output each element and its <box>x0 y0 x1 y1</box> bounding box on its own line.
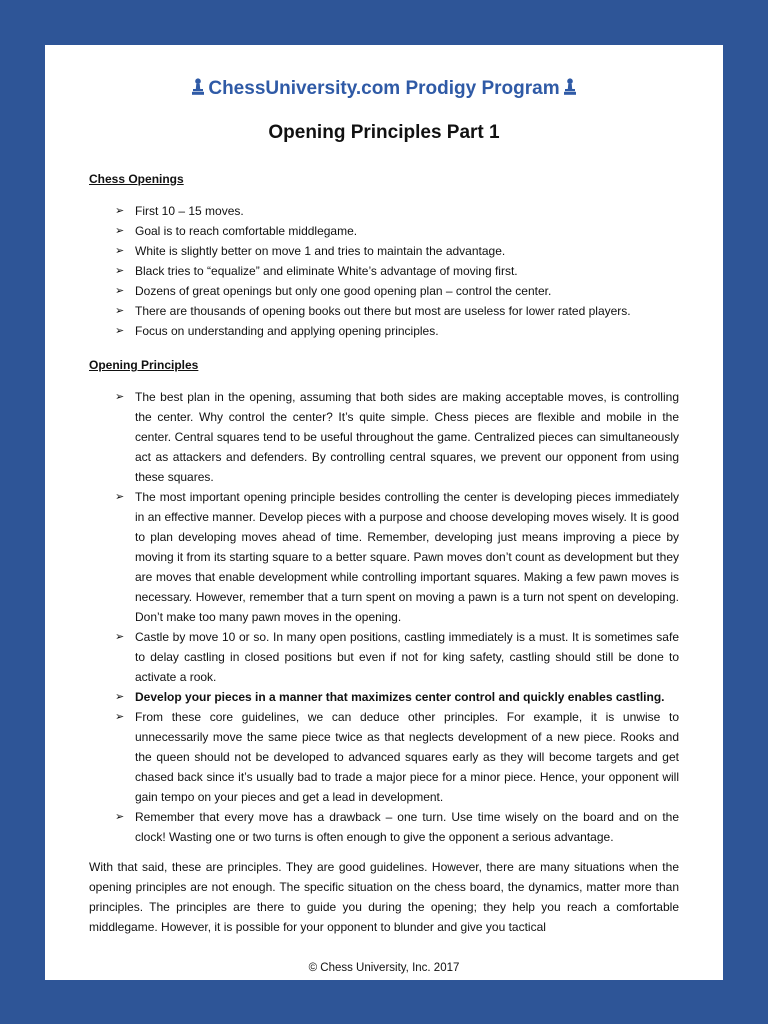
document-page <box>45 45 723 980</box>
list-item: ➢ Remember that every move has a drawback – one turn. Use time wisely on the board and on the clock! Wasting one or two turns is often enough to give the opponent a serious advantage. <box>89 807 679 847</box>
arrowhead-bullet-icon: ➢ <box>115 205 125 217</box>
document-title: Opening Principles Part 1 <box>268 122 500 143</box>
list-item: ➢ Focus on understanding and applying opening principles. <box>89 321 679 341</box>
list-item: ➢ Develop your pieces in a manner that maximizes center control and quickly enables castling. <box>89 687 679 707</box>
program-header <box>89 77 679 101</box>
opening-principles-list <box>89 387 679 847</box>
section-heading-opening-principles: Opening Principles <box>89 358 199 372</box>
arrowhead-bullet-icon: ➢ <box>115 391 125 403</box>
list-item: ➢ The most important opening principle besides controlling the center is developing pieces immediately in an effective manner. Develop pieces with a purpose and choose developing moves wisely. It is good to plan developing moves ahead of time. Remember, developing just means improving a piece by moving it from its starting square to a better square. Pawn moves don’t count as development but they are moves that enable development while controlling important squares. Making a few pawn moves is necessary. However, remember that a turn spent on moving a pawn is a turn not spent on developing. Don’t make too many pawn moves in the opening. <box>89 487 679 627</box>
list-item: ➢ Castle by move 10 or so. In many open positions, castling immediately is a must. It is sometimes safe to delay castling in closed positions but even if not for king safety, castling should still be done to activate a rook. <box>89 627 679 687</box>
arrowhead-bullet-icon: ➢ <box>115 491 125 503</box>
arrowhead-bullet-icon: ➢ <box>115 631 125 643</box>
arrowhead-bullet-icon: ➢ <box>115 265 125 277</box>
list-item: ➢ Goal is to reach comfortable middlegame. <box>89 221 679 241</box>
list-item: ➢ The best plan in the opening, assuming that both sides are making acceptable moves, is controlling the center. Why control the center? It’s quite simple. Chess pieces are flexible and mobile in the center. Central squares tend to be useful throughout the game. Centralized pieces can simultaneously act as attackers and defenders. By controlling central squares, we prevent our opponent from using these squares. <box>89 387 679 487</box>
arrowhead-bullet-icon: ➢ <box>115 325 125 337</box>
pawn-icon <box>192 78 204 95</box>
arrowhead-bullet-icon: ➢ <box>115 245 125 257</box>
arrowhead-bullet-icon: ➢ <box>115 711 125 723</box>
copyright-footer: © Chess University, Inc. 2017 <box>308 962 460 974</box>
arrowhead-bullet-icon: ➢ <box>115 691 125 703</box>
arrowhead-bullet-icon: ➢ <box>115 811 125 823</box>
list-item: ➢ Dozens of great openings but only one good opening plan – control the center. <box>89 281 679 301</box>
pawn-icon <box>564 78 576 95</box>
list-item: ➢ White is slightly better on move 1 and tries to maintain the advantage. <box>89 241 679 261</box>
section-heading-chess-openings: Chess Openings <box>89 172 184 186</box>
chess-openings-list <box>89 201 679 341</box>
closing-paragraph: With that said, these are principles. They are good guidelines. However, there are many situations when the opening principles are not enough. The specific situation on the chess board, the dynamics, matter more than principles. The principles are there to guide you during the opening; they help you reach a comfortable middlegame. However, it is possible for your opponent to blunder and give you tactical <box>89 860 679 934</box>
list-item: ➢ Black tries to “equalize” and eliminate White’s advantage of moving first. <box>89 261 679 281</box>
list-item: ➢ First 10 – 15 moves. <box>89 201 679 221</box>
program-title: ChessUniversity.com Prodigy Program <box>208 78 560 99</box>
arrowhead-bullet-icon: ➢ <box>115 225 125 237</box>
arrowhead-bullet-icon: ➢ <box>115 305 125 317</box>
arrowhead-bullet-icon: ➢ <box>115 285 125 297</box>
list-item: ➢ From these core guidelines, we can deduce other principles. For example, it is unwise to unnecessarily move the same piece twice as that neglects development of a new piece. Rooks and the queen should not be developed to advanced squares early as they will become targets and get chased back since it’s usually bad to trade a major piece for a minor piece. Hence, your opponent will gain tempo on your pieces and get a lead in development. <box>89 707 679 807</box>
list-item: ➢ There are thousands of opening books out there but most are useless for lower rated players. <box>89 301 679 321</box>
